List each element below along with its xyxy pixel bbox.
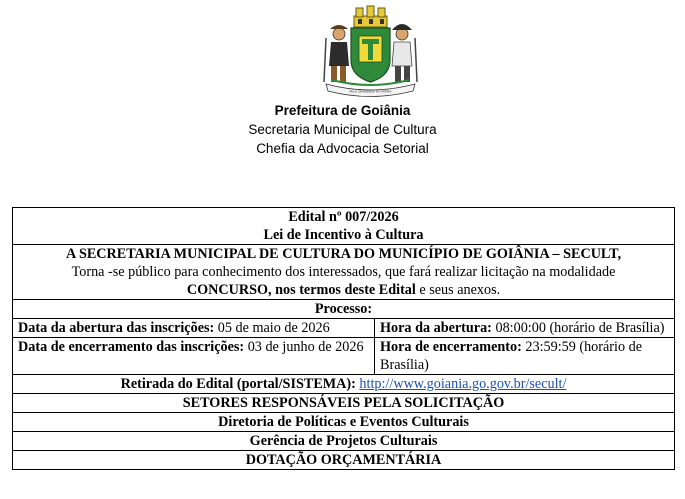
edital-annexes: e seus anexos. bbox=[415, 282, 501, 298]
open-date-value: 05 de maio de 2026 bbox=[214, 320, 330, 336]
budget-title: DOTAÇÃO ORÇAMENTÁRIA bbox=[13, 451, 675, 470]
close-date-value: 03 de junho de 2026 bbox=[244, 339, 364, 355]
edital-issuer: A SECRETARIA MUNICIPAL DE CULTURA DO MUNICÍPIO DE GOIÂNIA – SECULT, bbox=[65, 246, 622, 262]
left-figure-icon bbox=[324, 25, 349, 82]
open-time-cell bbox=[375, 319, 675, 338]
sector-1: Diretoria de Políticas e Eventos Culturais bbox=[13, 413, 675, 432]
edital-intro: Torna -se público para conhecimento dos interessados, que fará realizar licitação na modalidade bbox=[71, 264, 616, 280]
close-time-label: Hora de encerramento: bbox=[380, 339, 522, 355]
goiania-coat-of-arms bbox=[318, 4, 423, 100]
open-date-cell bbox=[13, 319, 375, 338]
edital-modality: CONCURSO bbox=[186, 282, 269, 298]
open-time-label: Hora da abertura: bbox=[380, 320, 492, 336]
open-time-value: 08:00:00 (horário de Brasília) bbox=[491, 320, 665, 336]
header-unit: Chefia da Advocacia Setorial bbox=[256, 141, 429, 156]
svg-text:PELO GRANDEZA DA PÁTRIA: PELO GRANDEZA DA PÁTRIA bbox=[349, 89, 392, 94]
header-dept: Secretaria Municipal de Cultura bbox=[248, 122, 437, 137]
edital-law: Lei de Incentivo à Cultura bbox=[263, 227, 424, 243]
close-time-value: 23:59:59 (horário de Brasília) bbox=[380, 339, 642, 373]
crown-icon bbox=[354, 6, 387, 27]
sectors-title: SETORES RESPONSÁVEIS PELA SOLICITAÇÃO bbox=[13, 394, 675, 413]
edital-title-cell bbox=[13, 208, 675, 245]
edital-number: Edital nº 007/2026 bbox=[288, 209, 399, 225]
shield-icon bbox=[351, 28, 390, 82]
right-figure-icon bbox=[392, 24, 417, 82]
edital-terms-line bbox=[18, 281, 669, 299]
retrieval-link[interactable]: http://www.goiania.go.gov.br/secult/ bbox=[359, 376, 567, 392]
edital-intro-cell bbox=[13, 245, 675, 300]
retrieval-cell bbox=[13, 375, 675, 394]
retrieval-label: Retirada do Edital (portal/SISTEMA): bbox=[120, 376, 356, 392]
close-time-cell bbox=[375, 338, 675, 375]
process-label: Processo: bbox=[13, 300, 675, 319]
close-date-cell bbox=[13, 338, 375, 375]
header-org: Prefeitura de Goiânia bbox=[274, 103, 411, 118]
open-date-label: Data da abertura das inscrições: bbox=[18, 320, 215, 336]
sector-2: Gerência de Projetos Culturais bbox=[13, 432, 675, 451]
edital-terms: , nos termos deste Edital bbox=[268, 282, 416, 298]
close-date-label: Data de encerramento das inscrições: bbox=[18, 339, 245, 355]
edital-table bbox=[12, 207, 675, 470]
